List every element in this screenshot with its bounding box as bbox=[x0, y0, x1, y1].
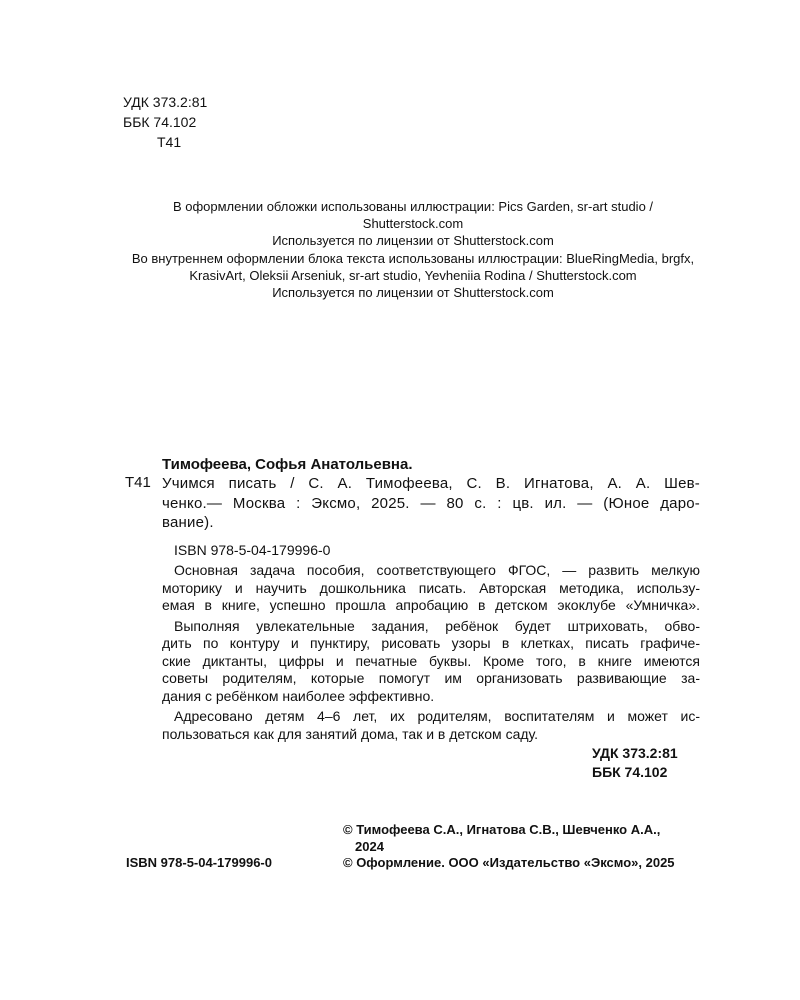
annotation-line: пользоваться как для занятий дома, так и в детском саду. bbox=[162, 725, 539, 742]
credit-line: Используется по лицензии от Shutterstock.com bbox=[272, 285, 554, 300]
card-classification bbox=[592, 744, 678, 782]
annotation-line: Выполняя увлекательные задания, ребёнок будет штриховать, обво- bbox=[174, 617, 700, 634]
shelf-mark: Т41 bbox=[125, 474, 151, 491]
biblio-line: вание). bbox=[162, 514, 214, 531]
biblio-line: ченко.— Москва : Эксмо, 2025. — 80 с. : цв. ил. — (Юное даро- bbox=[162, 494, 700, 512]
annotation-line: Основная задача пособия, соответствующего ФГОС, — развить мелкую bbox=[174, 562, 700, 578]
copyright-year: 2024 bbox=[355, 838, 384, 854]
annotation-line: дания с ребёнком наиболее эффективно. bbox=[162, 687, 435, 704]
credit-line: Во внутреннем оформлении блока текста использованы иллюстрации: BlueRingMedia, brgfx, bbox=[131, 251, 695, 266]
isbn-line: ISBN 978-5-04-179996-0 bbox=[174, 542, 331, 558]
credit-line: В оформлении обложки использованы иллюстрации: Pics Garden, sr-art studio / bbox=[172, 199, 654, 214]
card-udk: УДК 373.2:81 bbox=[592, 745, 678, 761]
annotation-line: ские диктанты, цифры и печатные буквы. Кроме того, в книге имеются bbox=[162, 652, 700, 669]
copyright-block bbox=[343, 822, 675, 872]
annotation-line: Адресовано детям 4–6 лет, их родителям, воспитателям и может ис- bbox=[174, 708, 700, 724]
isbn-bottom: ISBN 978-5-04-179996-0 bbox=[126, 855, 272, 870]
annotation-line: дить по контуру и пунктиру, рисовать узоры в клетках, писать графиче- bbox=[162, 635, 700, 651]
author-sign: Т41 bbox=[157, 134, 182, 150]
bbk-code: ББК 74.102 bbox=[123, 114, 197, 130]
bibliographic-description bbox=[162, 474, 700, 533]
annotation-line: советы родителям, которые помогут им организовать развивающие за- bbox=[162, 670, 700, 686]
udk-code: УДК 373.2:81 bbox=[123, 94, 208, 110]
biblio-line: Учимся писать / С. А. Тимофеева, С. В. Игнатова, А. А. Шев- bbox=[162, 475, 700, 492]
annotation-line: моторику и научить дошкольника писать. Авторская методика, использу- bbox=[162, 579, 700, 596]
classification-block bbox=[123, 92, 207, 152]
copyright-design: © Оформление. ООО «Издательство «Эксмо», 2025 bbox=[343, 855, 675, 870]
annotation-line: емая в книге, успешно прошла апробацию в детском экоклубе «Умничка». bbox=[162, 597, 700, 613]
card-bbk: ББК 74.102 bbox=[592, 764, 668, 780]
author-heading: Тимофеева, Софья Анатольевна. bbox=[162, 456, 413, 473]
copyright-authors: © Тимофеева С.А., Игнатова С.В., Шевченко А.А., bbox=[343, 822, 661, 837]
credit-line: KrasivArt, Oleksii Arseniuk, sr-art studio, Yevheniia Rodina / Shutterstock.com bbox=[189, 268, 637, 283]
credit-line: Используется по лицензии от Shutterstock.com bbox=[272, 233, 554, 248]
annotation bbox=[162, 562, 700, 743]
credit-line: Shutterstock.com bbox=[362, 216, 464, 231]
inner-illustration-credits bbox=[100, 250, 726, 301]
cover-illustration-credits bbox=[100, 198, 726, 249]
